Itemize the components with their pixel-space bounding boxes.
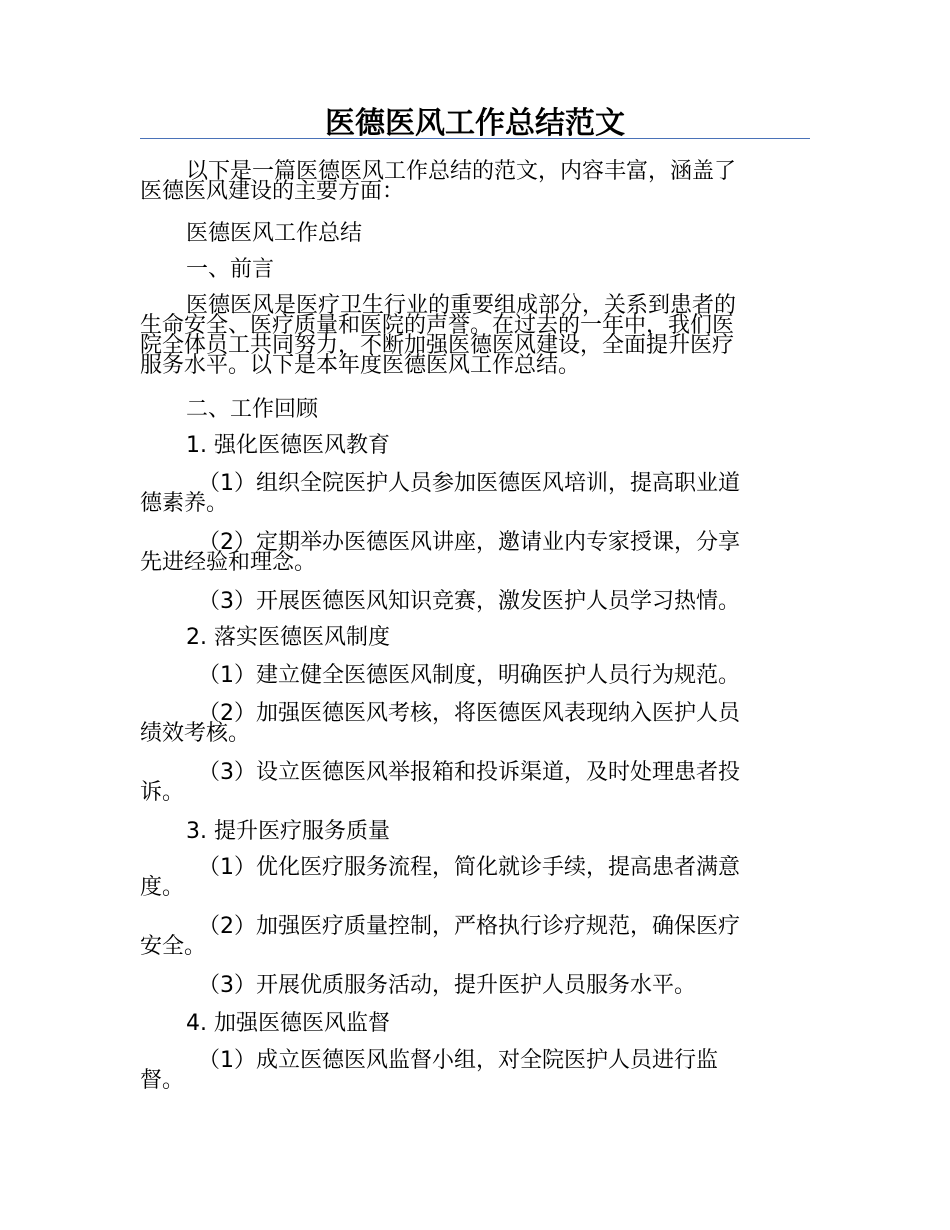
sub4-item1 xyxy=(140,1048,810,1093)
sub1-item2 xyxy=(140,530,810,575)
sub2-item3-line-2: 诉。 xyxy=(140,780,185,805)
sub2-heading xyxy=(140,625,810,650)
sub1-item1-line-2: 德素养。 xyxy=(140,491,229,516)
sub1-item3-line-1: （3）开展医德医风知识竞赛，激发医护人员学习热情。 xyxy=(198,589,740,614)
sub2-item3 xyxy=(140,760,810,805)
sub1-heading-text: 1. 强化医德医风教育 xyxy=(186,433,390,458)
section1-heading xyxy=(140,257,810,282)
preface-line-2: 生命安全、医疗质量和医院的声誉。在过去的一年中，我们医 xyxy=(140,313,735,338)
sub3-item3 xyxy=(140,973,810,998)
preface-line-3: 院全体员工共同努力，不断加强医德医风建设，全面提升医疗 xyxy=(140,333,735,358)
sub4-item1-line-2: 督。 xyxy=(140,1068,185,1093)
preface-line-1: 医德医风是医疗卫生行业的重要组成部分，关系到患者的 xyxy=(186,293,737,318)
sub3-item2 xyxy=(140,914,810,959)
main-heading xyxy=(140,221,810,246)
sub3-item3-line-1: （3）开展优质服务活动，提升医护人员服务水平。 xyxy=(198,973,696,998)
sub2-item3-line-1: （3）设立医德医风举报箱和投诉渠道，及时处理患者投 xyxy=(198,760,740,785)
sub2-item1-line-1: （1）建立健全医德医风制度，明确医护人员行为规范。 xyxy=(198,663,740,688)
sub4-item1-line-1: （1）成立医德医风监督小组，对全院医护人员进行监 xyxy=(198,1048,718,1073)
sub4-heading xyxy=(140,1011,810,1036)
sub3-heading xyxy=(140,819,810,844)
sub4-heading-text: 4. 加强医德医风监督 xyxy=(186,1011,390,1036)
sub2-heading-text: 2. 落实医德医风制度 xyxy=(186,625,390,650)
section2-heading xyxy=(140,397,810,422)
sub1-item2-line-1: （2）定期举办医德医风讲座，邀请业内专家授课，分享 xyxy=(198,530,740,555)
intro-line-2: 医德医风建设的主要方面： xyxy=(140,179,405,204)
sub1-item1-line-1: （1）组织全院医护人员参加医德医风培训，提高职业道 xyxy=(198,471,740,496)
sub2-item2 xyxy=(140,701,810,746)
section2-heading-text: 二、工作回顾 xyxy=(186,397,319,422)
sub2-item1 xyxy=(140,663,810,688)
preface-paragraph xyxy=(140,293,810,378)
sub3-item1 xyxy=(140,855,810,900)
intro-line-1: 以下是一篇医德医风工作总结的范文，内容丰富，涵盖了 xyxy=(186,159,737,184)
sub3-heading-text: 3. 提升医疗服务质量 xyxy=(186,819,390,844)
preface-line-4: 服务水平。以下是本年度医德医风工作总结。 xyxy=(140,353,581,378)
sub1-item1 xyxy=(140,471,810,516)
sub3-item1-line-1: （1）优化医疗服务流程，简化就诊手续，提高患者满意 xyxy=(198,855,740,880)
main-heading-text: 医德医风工作总结 xyxy=(186,221,363,246)
sub1-item2-line-2: 先进经验和理念。 xyxy=(140,550,317,575)
sub3-item2-line-2: 安全。 xyxy=(140,934,207,959)
document-title: 医德医风工作总结范文 xyxy=(325,106,625,141)
title-underline xyxy=(140,138,810,139)
sub1-item3 xyxy=(140,589,810,614)
sub3-item2-line-1: （2）加强医疗质量控制，严格执行诊疗规范，确保医疗 xyxy=(198,914,740,939)
sub1-heading xyxy=(140,433,810,458)
sub2-item2-line-1: （2）加强医德医风考核，将医德医风表现纳入医护人员 xyxy=(198,701,740,726)
intro-paragraph xyxy=(140,159,810,204)
sub2-item2-line-2: 绩效考核。 xyxy=(140,721,251,746)
section1-heading-text: 一、前言 xyxy=(186,257,275,282)
sub3-item1-line-2: 度。 xyxy=(140,875,185,900)
